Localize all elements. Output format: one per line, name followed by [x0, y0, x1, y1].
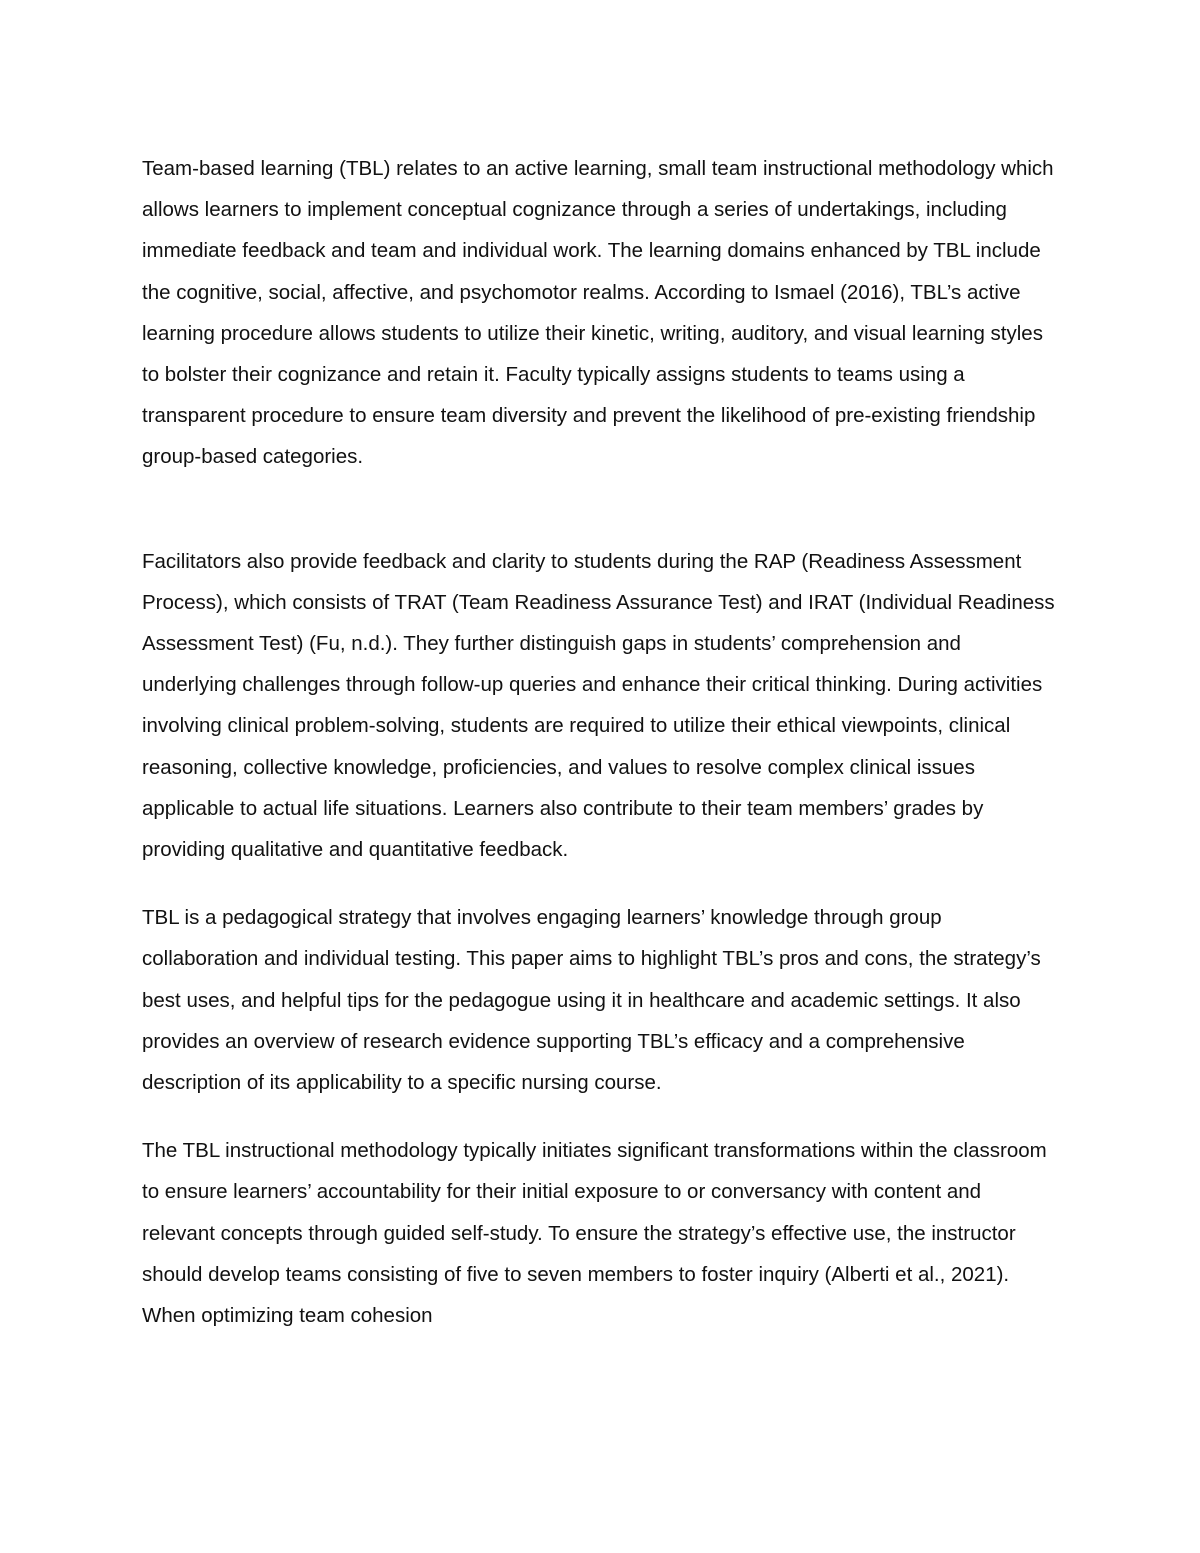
paragraph-4: The TBL instructional methodology typically initiates significant transformations within the classroom to ensure learners’ accountability for their initial exposure to or conversancy with content and relevant concepts through guided self-study. To ensure the strategy’s effective use, the instructor should develop teams consisting of five to seven members to foster inquiry (Alberti et al., 2021). When optimizing team cohesion [142, 1139, 1047, 1328]
paragraph-2: Facilitators also provide feedback and clarity to students during the RAP (Readiness Assessment Process), which consists of TRAT (Team Readiness Assurance Test) and IRAT (Individual Readiness Assessment Test) (Fu, n.d.). They further distinguish gaps in students’ comprehension and underlying challenges through follow-up queries and enhance their critical thinking. During activities involving clinical problem-solving, students are required to utilize their ethical viewpoints, clinical reasoning, collective knowledge, proficiencies, and values to resolve complex clinical issues applicable to actual life situations. Learners also contribute to their team members’ grades by providing qualitative and quantitative feedback. [142, 549, 1055, 862]
paragraph-1: Team-based learning (TBL) relates to an active learning, small team instructional methodology which allows learners to implement conceptual cognizance through a series of undertakings, including immediate feedback and team and individual work. The learning domains enhanced by TBL include the cognitive, social, affective, and psychomotor realms. According to Ismael (2016), TBL’s active learning procedure allows students to utilize their kinetic, writing, auditory, and visual learning styles to bolster their cognizance and retain it. Faculty typically assigns students to teams using a transparent procedure to ensure team diversity and prevent the likelihood of pre-existing friendship group-based categories. [142, 157, 1054, 469]
document-body [142, 148, 1057, 1336]
paragraph-3: TBL is a pedagogical strategy that involves engaging learners’ knowledge through group collaboration and individual testing. This paper aims to highlight TBL’s pros and cons, the strategy’s best uses, and helpful tips for the pedagogue using it in healthcare and academic settings. It also provides an overview of research evidence supporting TBL’s efficacy and a comprehensive description of its applicability to a specific nursing course. [142, 906, 1041, 1095]
